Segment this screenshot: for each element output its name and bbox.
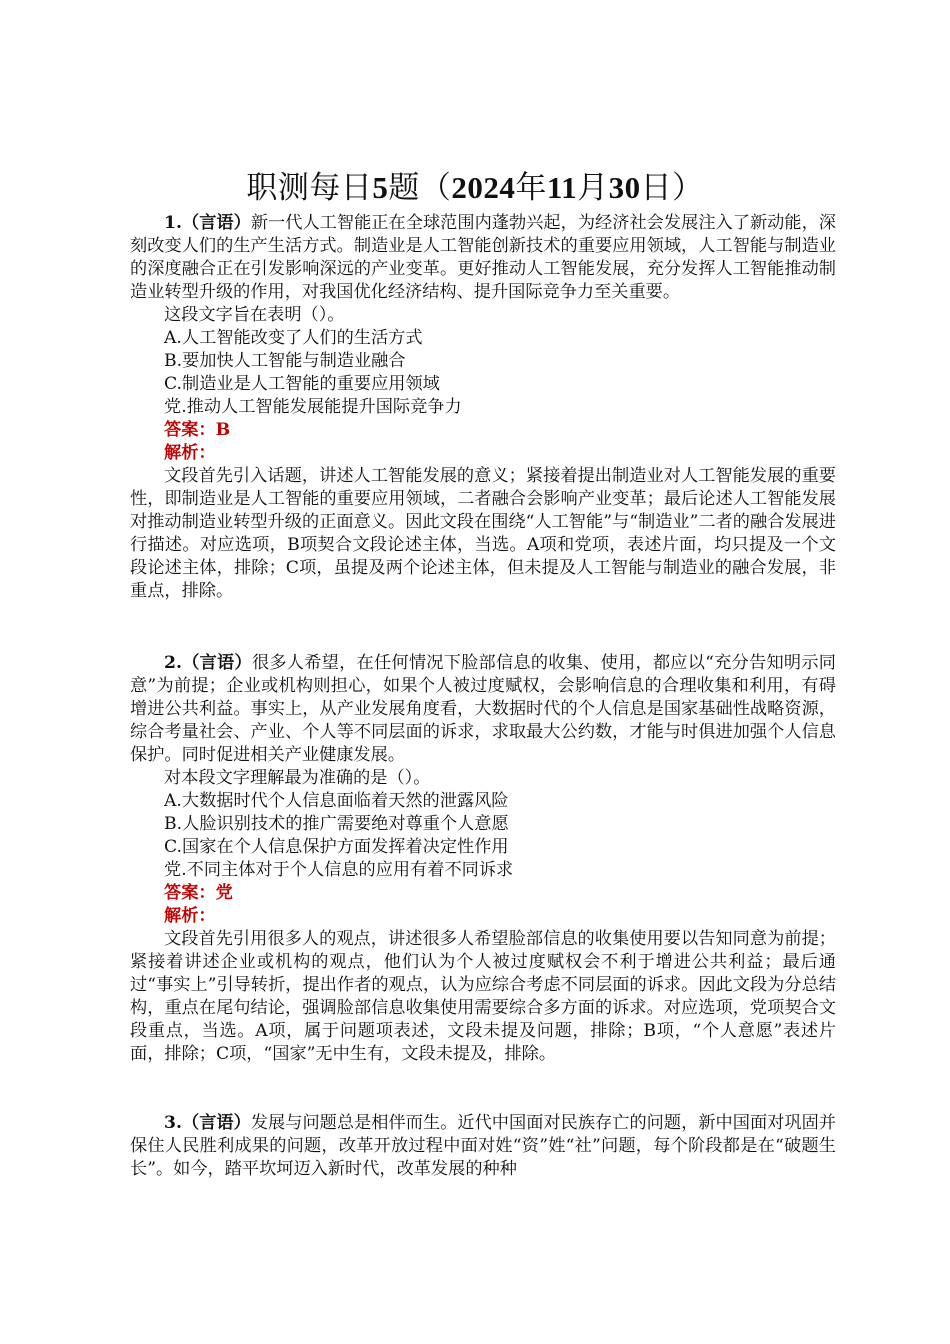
question-3 — [130, 1112, 836, 1181]
option-c: C.国家在个人信息保护方面发挥着决定性作用 — [164, 837, 509, 857]
question-prompt: 这段文字旨在表明（）。 — [164, 305, 345, 325]
question-text: 很多人希望，在任何情况下脸部信息的收集、使用，都应以“充分告知明示同意”为前提；企业或机构则担心，如果个人被过度赋权，会影响信息的合理收集和利用，有碍增进公共利益。事实上，从产业发展角度看，大数据时代的个人信息是国家基础性战略资源，综合考量社会、产业、个人等不同层面的诉求，求取最大公约数，才能与时俱进加强个人信息保护。同时促进相关产业健康发展。 — [130, 653, 836, 765]
question-tag: （言语） — [181, 213, 251, 233]
option-d: 党.推动人工智能发展能提升国际竞争力 — [164, 397, 462, 417]
title-month: 11 — [546, 170, 578, 205]
question-number: 1. — [164, 213, 182, 233]
analysis-text: 文段首先引入话题，讲述人工智能发展的意义；紧接着提出制造业对人工智能发展的重要性，即制造业是人工智能的重要应用领域，二者融合会影响产业变革；最后论述人工智能发展对推动制造业转型升级的正面意义。因此文段在围绕“人工智能”与“制造业”二者的融合发展进行描述。对应选项，B项契合文段论述主体，当选。A项和党项，表述片面，均只提及一个文段论述主体，排除；C项，虽提及两个论述主体，但未提及人工智能与制造业的融合发展，非重点，排除。 — [130, 466, 836, 601]
analysis-text: 文段首先引用很多人的观点，讲述很多人希望脸部信息的收集使用要以告知同意为前提；紧接着讲述企业或机构的观点，他们认为个人被过度赋权会不利于增进公共利益；最后通过“事实上”引导转折，提出作者的观点，认为应综合考虑不同层面的诉求。因此文段为分总结构，重点在尾句结论，强调脸部信息收集使用需要综合多方面的诉求。对应选项，党项契合文段重点，当选。A项，属于问题项表述，文段未提及问题，排除；B项，“个人意愿”表述片面，排除；C项，“国家”无中生有，文段未提及，排除。 — [130, 929, 836, 1064]
option-b: B.要加快人工智能与制造业融合 — [164, 351, 406, 371]
option-a: A.大数据时代个人信息面临着天然的泄露风险 — [164, 791, 509, 811]
question-number: 2. — [164, 653, 182, 673]
question-text: 发展与问题总是相伴而生。近代中国面对民族存亡的问题，新中国面对巩固并保住人民胜利成果的问题，改革开放过程中面对姓“资”姓“社”问题，每个阶段都是在“破题生长”。如今，踏平坎坷迈入新时代，改革发展的种种 — [130, 1113, 836, 1179]
option-b: B.人脸识别技术的推广需要绝对尊重个人意愿 — [164, 814, 509, 834]
question-prompt: 对本段文字理解最为准确的是（）。 — [164, 768, 431, 788]
question-tag: （言语） — [181, 1113, 251, 1133]
title-text: 月 — [577, 170, 609, 206]
title-count: 5 — [372, 170, 389, 205]
title-text: 日） — [640, 170, 704, 206]
title-text: 职测每日 — [246, 170, 373, 206]
title-text: 年 — [515, 170, 547, 206]
answer-label: 答案：党 — [164, 883, 233, 903]
title-year: 2024 — [451, 170, 516, 205]
title-day: 30 — [608, 170, 641, 205]
question-stem — [130, 652, 836, 767]
question-1 — [130, 212, 836, 603]
question-tag: （言语） — [181, 653, 252, 673]
option-d: 党.不同主体对于个人信息的应用有着不同诉求 — [164, 860, 514, 880]
title-text: 题（ — [388, 170, 452, 206]
question-stem — [130, 212, 836, 304]
page-title — [0, 168, 950, 208]
question-text: 新一代人工智能正在全球范围内蓬勃兴起，为经济社会发展注入了新动能，深刻改变人们的生产生活方式。制造业是人工智能创新技术的重要应用领域，人工智能与制造业的深度融合正在引发影响深远的产业变革。更好推动人工智能发展，充分发挥人工智能推动制造业转型升级的作用，对我国优化经济结构、提升国际竞争力至关重要。 — [130, 213, 836, 302]
option-c: C.制造业是人工智能的重要应用领域 — [164, 374, 440, 394]
answer-label: 答案：B — [164, 420, 231, 440]
question-2 — [130, 652, 836, 1066]
option-a: A.人工智能改变了人们的生活方式 — [164, 328, 423, 348]
analysis-label: 解析： — [164, 906, 216, 926]
question-stem — [130, 1112, 836, 1181]
question-number: 3. — [164, 1113, 182, 1133]
analysis-label: 解析： — [164, 443, 216, 463]
